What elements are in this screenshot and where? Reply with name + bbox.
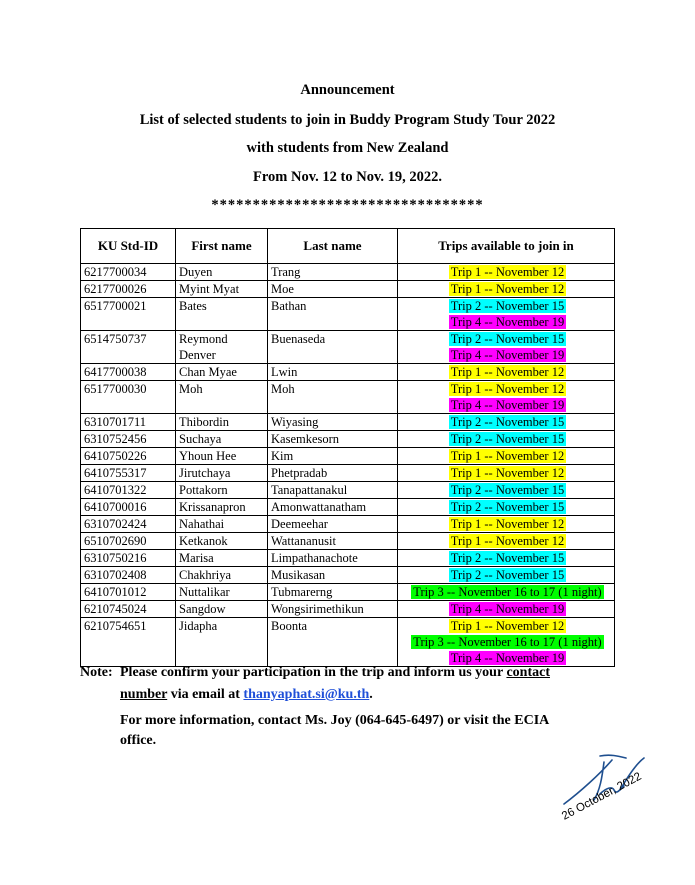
first-name-cell: Duyen <box>176 264 268 281</box>
trips-cell <box>398 499 615 516</box>
student-id-cell: 6410750226 <box>81 448 176 465</box>
last-name-cell: Lwin <box>268 364 398 381</box>
program-title: List of selected students to join in Buddy Program Study Tour 2022 <box>139 112 556 128</box>
first-name-cell: Sangdow <box>176 601 268 618</box>
signature-date: 26 October, 2022 <box>560 770 644 823</box>
first-name-cell: Krissanapron <box>176 499 268 516</box>
last-name-cell: Moe <box>268 281 398 298</box>
program-dates: From Nov. 12 to Nov. 19, 2022. <box>252 169 443 185</box>
table-row <box>81 381 615 414</box>
note-prefix: Note: <box>80 665 113 680</box>
header-std-id: KU Std-ID <box>81 229 176 264</box>
period-text: . <box>369 687 373 702</box>
last-name-cell: Bathan <box>268 298 398 331</box>
trip-line <box>401 482 614 498</box>
trips-cell <box>398 601 615 618</box>
trips-cell <box>398 465 615 482</box>
note-line-1 <box>120 662 550 684</box>
trip-label: Trip 1 -- November 12 <box>450 282 565 296</box>
table-header-row <box>81 229 615 264</box>
student-id-cell: 6410701322 <box>81 482 176 499</box>
table-row <box>81 331 615 364</box>
table-row <box>81 499 615 516</box>
trip-label: Trip 4 -- November 19 <box>450 315 565 329</box>
trip-label: Trip 3 -- November 16 to 17 (1 night) <box>413 585 602 599</box>
student-id-cell: 6310702408 <box>81 567 176 584</box>
last-name-cell: Moh <box>268 381 398 414</box>
trips-cell <box>398 567 615 584</box>
table-row <box>81 601 615 618</box>
trips-cell <box>398 431 615 448</box>
last-name-cell: Kim <box>268 448 398 465</box>
trip-line <box>401 298 614 314</box>
trip-line <box>401 634 614 650</box>
first-name-cell: Chakhriya <box>176 567 268 584</box>
trip-line <box>401 281 614 297</box>
student-id-cell: 6510702690 <box>81 533 176 550</box>
note-text: Please confirm your participation in the trip and inform us your <box>120 665 507 680</box>
student-id-cell: 6410700016 <box>81 499 176 516</box>
table-row <box>81 567 615 584</box>
trip-line <box>401 314 614 330</box>
first-name-cell: Chan Myae <box>176 364 268 381</box>
trip-line <box>401 499 614 515</box>
trips-cell <box>398 381 615 414</box>
trip-label: Trip 2 -- November 15 <box>450 483 565 497</box>
trip-line <box>401 465 614 481</box>
last-name-cell: Wongsirimethikun <box>268 601 398 618</box>
trip-label: Trip 4 -- November 19 <box>450 348 565 362</box>
last-name-cell: Buenaseda <box>268 331 398 364</box>
student-id-cell: 6310702424 <box>81 516 176 533</box>
trip-label: Trip 2 -- November 15 <box>450 332 565 346</box>
last-name-cell: Tubmarerng <box>268 584 398 601</box>
first-name-cell: Bates <box>176 298 268 331</box>
trips-cell <box>398 448 615 465</box>
last-name-cell: Kasemkesorn <box>268 431 398 448</box>
last-name-cell: Trang <box>268 264 398 281</box>
program-subtitle: with students from New Zealand <box>246 140 449 156</box>
trips-cell <box>398 281 615 298</box>
last-name-cell: Wiyasing <box>268 414 398 431</box>
trip-label: Trip 2 -- November 15 <box>450 551 565 565</box>
last-name-cell: Tanapattanakul <box>268 482 398 499</box>
via-email-text: via email at <box>167 687 244 702</box>
last-name-cell: Wattananusit <box>268 533 398 550</box>
header-first-name: First name <box>176 229 268 264</box>
last-name-cell: Musikasan <box>268 567 398 584</box>
star-divider: ********************************* <box>211 197 484 213</box>
contact-info-line-2: office. <box>120 733 157 748</box>
trip-label: Trip 1 -- November 12 <box>450 619 565 633</box>
trip-line <box>401 567 614 583</box>
first-name-cell: Nuttalikar <box>176 584 268 601</box>
student-id-cell: 6210754651 <box>81 618 176 667</box>
first-name-cell: Ketkanok <box>176 533 268 550</box>
trips-cell <box>398 533 615 550</box>
trips-cell <box>398 364 615 381</box>
trip-line <box>401 550 614 566</box>
trip-label: Trip 2 -- November 15 <box>450 299 565 313</box>
trip-label: Trip 4 -- November 19 <box>450 398 565 412</box>
table-row <box>81 414 615 431</box>
student-id-cell: 6517700021 <box>81 298 176 331</box>
trips-cell <box>398 618 615 667</box>
first-name-cell: Nahathai <box>176 516 268 533</box>
trips-cell <box>398 482 615 499</box>
trip-label: Trip 2 -- November 15 <box>450 500 565 514</box>
last-name-cell: Limpathanachote <box>268 550 398 567</box>
table-row <box>81 584 615 601</box>
first-name-cell: Moh <box>176 381 268 414</box>
table-row <box>81 264 615 281</box>
first-name-cell: Myint Myat <box>176 281 268 298</box>
table-row <box>81 364 615 381</box>
last-name-cell: Boonta <box>268 618 398 667</box>
trip-label: Trip 1 -- November 12 <box>450 466 565 480</box>
students-table <box>80 228 615 667</box>
last-name-cell: Phetpradab <box>268 465 398 482</box>
first-name-cell: Pottakorn <box>176 482 268 499</box>
first-name-cell: Suchaya <box>176 431 268 448</box>
trip-line <box>401 347 614 363</box>
contact-info-line: For more information, contact Ms. Joy (064-645-6497) or visit the ECIA <box>120 713 550 728</box>
table-row <box>81 281 615 298</box>
student-id-cell: 6310752456 <box>81 431 176 448</box>
header-trips: Trips available to join in <box>398 229 615 264</box>
student-id-cell: 6410701012 <box>81 584 176 601</box>
student-id-cell: 6217700034 <box>81 264 176 281</box>
first-name-cell: Jidapha <box>176 618 268 667</box>
trip-line <box>401 516 614 532</box>
trip-line <box>401 264 614 280</box>
first-name-cell: Jirutchaya <box>176 465 268 482</box>
email-link[interactable]: thanyaphat.si@ku.th <box>243 687 370 702</box>
trip-line <box>401 448 614 464</box>
student-id-cell: 6310701711 <box>81 414 176 431</box>
trip-line <box>401 533 614 549</box>
last-name-cell: Amonwattanatham <box>268 499 398 516</box>
trip-label: Trip 1 -- November 12 <box>450 365 565 379</box>
student-id-cell: 6517700030 <box>81 381 176 414</box>
table-row <box>81 482 615 499</box>
student-id-cell: 6217700026 <box>81 281 176 298</box>
trip-label: Trip 2 -- November 15 <box>450 415 565 429</box>
first-name-cell: Thibordin <box>176 414 268 431</box>
trips-cell <box>398 298 615 331</box>
note-line-2 <box>120 684 373 706</box>
trip-label: Trip 1 -- November 12 <box>450 265 565 279</box>
student-id-cell: 6410755317 <box>81 465 176 482</box>
student-id-cell: 6417700038 <box>81 364 176 381</box>
trip-line <box>401 381 614 397</box>
header-last-name: Last name <box>268 229 398 264</box>
table-row <box>81 431 615 448</box>
trips-cell <box>398 584 615 601</box>
first-name-cell: Reymond Denver <box>176 331 268 364</box>
trips-cell <box>398 331 615 364</box>
contact-text: contact <box>506 665 550 680</box>
table-row <box>81 516 615 533</box>
student-id-cell: 6310750216 <box>81 550 176 567</box>
table-row <box>81 533 615 550</box>
trip-label: Trip 2 -- November 15 <box>450 568 565 582</box>
first-name-cell: Yhoun Hee <box>176 448 268 465</box>
trip-line <box>401 331 614 347</box>
trip-line <box>401 601 614 617</box>
trip-label: Trip 1 -- November 12 <box>450 449 565 463</box>
trip-label: Trip 4 -- November 19 <box>450 602 565 616</box>
trip-line <box>401 364 614 380</box>
table-row <box>81 618 615 667</box>
student-id-cell: 6210745024 <box>81 601 176 618</box>
trip-line <box>401 431 614 447</box>
student-id-cell: 6514750737 <box>81 331 176 364</box>
first-name-cell: Marisa <box>176 550 268 567</box>
trip-line <box>401 584 614 600</box>
table-row <box>81 448 615 465</box>
trips-cell <box>398 516 615 533</box>
trip-label: Trip 1 -- November 12 <box>450 517 565 531</box>
trip-line <box>401 618 614 634</box>
last-name-cell: Deemeehar <box>268 516 398 533</box>
table-row <box>81 550 615 567</box>
trips-cell <box>398 414 615 431</box>
trip-label: Trip 4 -- November 19 <box>450 651 565 665</box>
table-row <box>81 465 615 482</box>
trip-label: Trip 3 -- November 16 to 17 (1 night) <box>413 635 602 649</box>
trip-label: Trip 1 -- November 12 <box>450 534 565 548</box>
trip-label: Trip 1 -- November 12 <box>450 382 565 396</box>
table-row <box>81 298 615 331</box>
trip-line <box>401 397 614 413</box>
number-text: number <box>120 687 168 702</box>
trip-label: Trip 2 -- November 15 <box>450 432 565 446</box>
trip-line <box>401 414 614 430</box>
trips-cell <box>398 264 615 281</box>
announcement-title: Announcement <box>300 82 395 98</box>
trips-cell <box>398 550 615 567</box>
